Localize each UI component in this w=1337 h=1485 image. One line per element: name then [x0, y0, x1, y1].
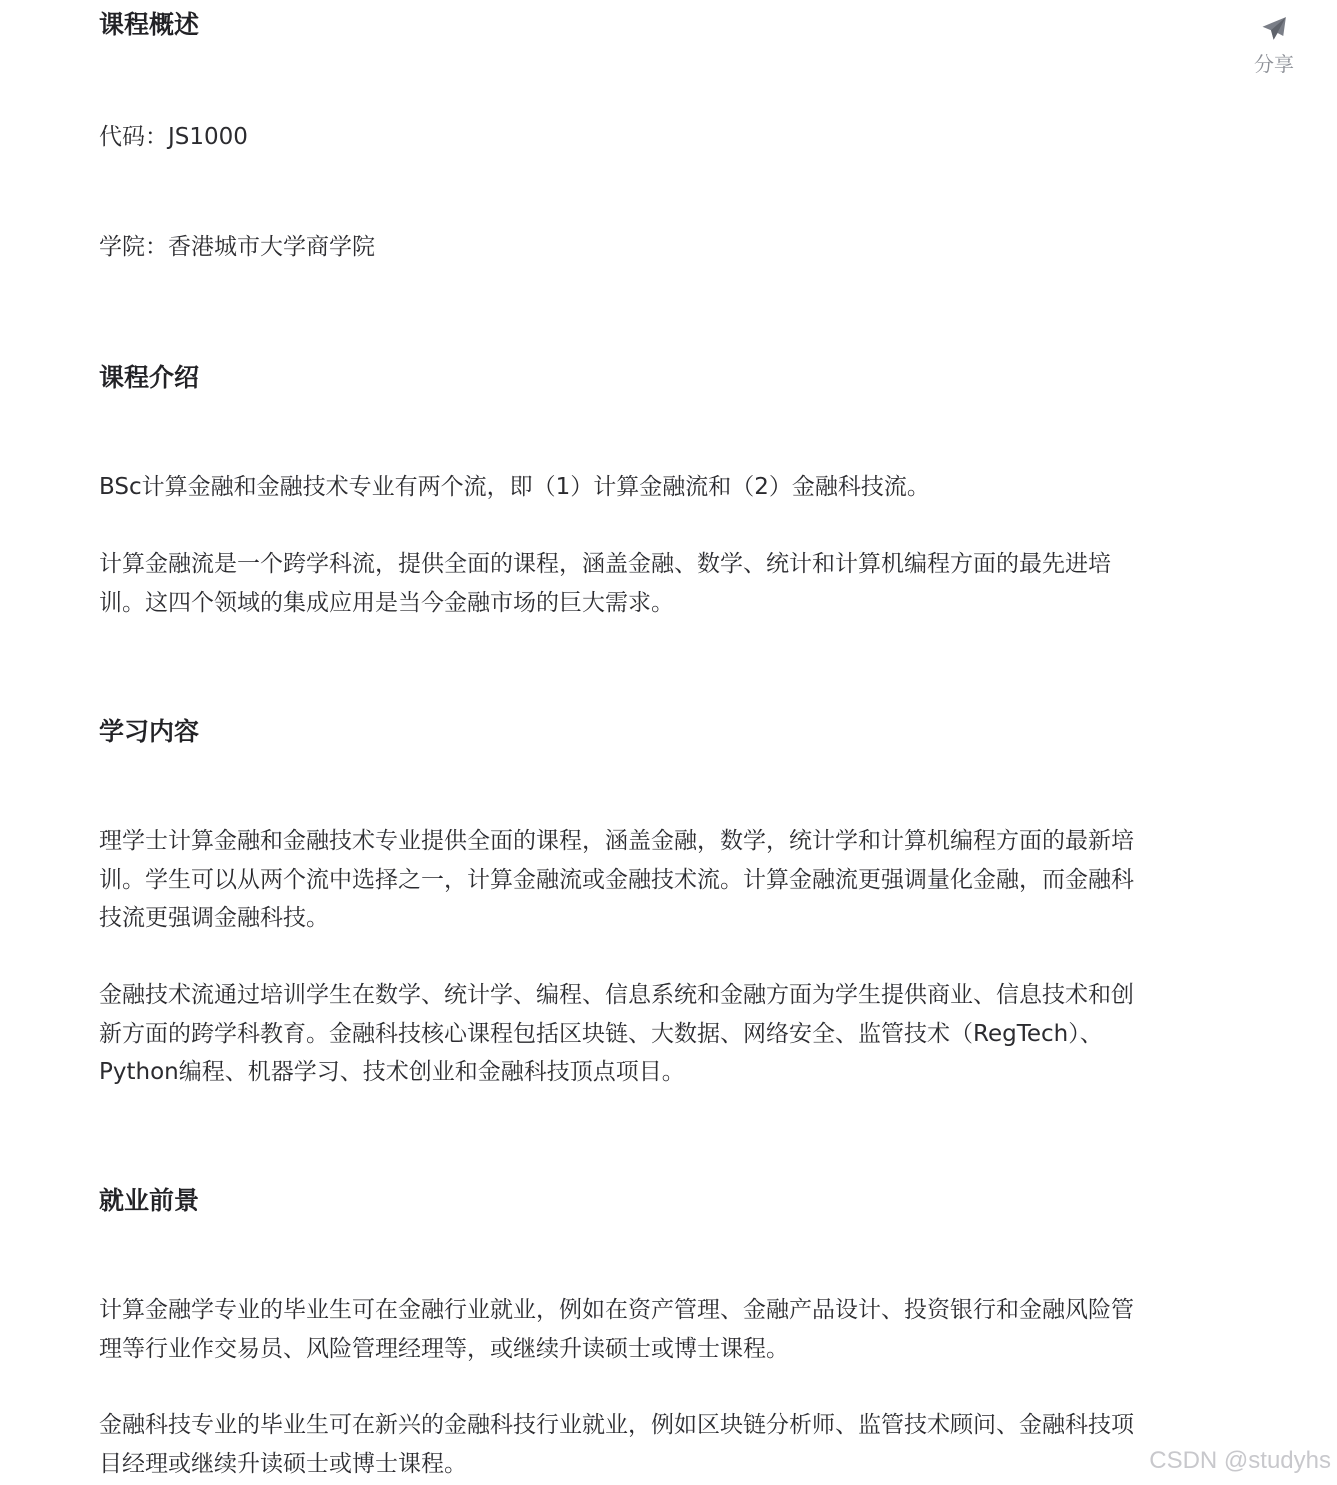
heading-course-overview: 课程概述: [99, 10, 200, 39]
share-label: 分享: [1254, 52, 1294, 76]
career-paragraph-2: 金融科技专业的毕业生可在新兴的金融科技行业就业，例如区块链分析师、监管技术顾问、金融科技项目经理或继续升读硕士或博士课程。: [99, 1412, 1134, 1477]
send-icon: [1244, 14, 1304, 44]
content-paragraph-1: 理学士计算金融和金融技术专业提供全面的课程，涵盖金融，数学，统计学和计算机编程方面的最新培训。学生可以从两个流中选择之一，计算金融流或金融技术流。计算金融流更强调量化金融，而金融科技流更强调金融科技。: [99, 828, 1134, 931]
course-college: 学院：香港城市大学商学院: [99, 234, 375, 260]
csdn-watermark: CSDN @studyhs: [1149, 1447, 1331, 1474]
intro-paragraph-1: BSc计算金融和金融技术专业有两个流，即（1）计算金融流和（2）金融科技流。: [99, 474, 930, 500]
career-paragraph-1: 计算金融学专业的毕业生可在金融行业就业，例如在资产管理、金融产品设计、投资银行和金融风险管理等行业作交易员、风险管理经理等，或继续升读硕士或博士课程。: [99, 1297, 1134, 1362]
intro-paragraph-2: 计算金融流是一个跨学科流，提供全面的课程，涵盖金融、数学、统计和计算机编程方面的最先进培训。这四个领域的集成应用是当今金融市场的巨大需求。: [99, 551, 1111, 616]
share-button[interactable]: [1244, 14, 1304, 90]
heading-study-content: 学习内容: [99, 717, 200, 746]
heading-career-prospects: 就业前景: [99, 1186, 200, 1215]
course-code: 代码：JS1000: [99, 124, 248, 150]
content-paragraph-2: 金融技术流通过培训学生在数学、统计学、编程、信息系统和金融方面为学生提供商业、信息技术和创新方面的跨学科教育。金融科技核心课程包括区块链、大数据、网络安全、监管技术（RegTech）、Python编程、机器学习、技术创业和金融科技顶点项目。: [99, 982, 1134, 1085]
heading-course-intro: 课程介绍: [99, 363, 200, 392]
